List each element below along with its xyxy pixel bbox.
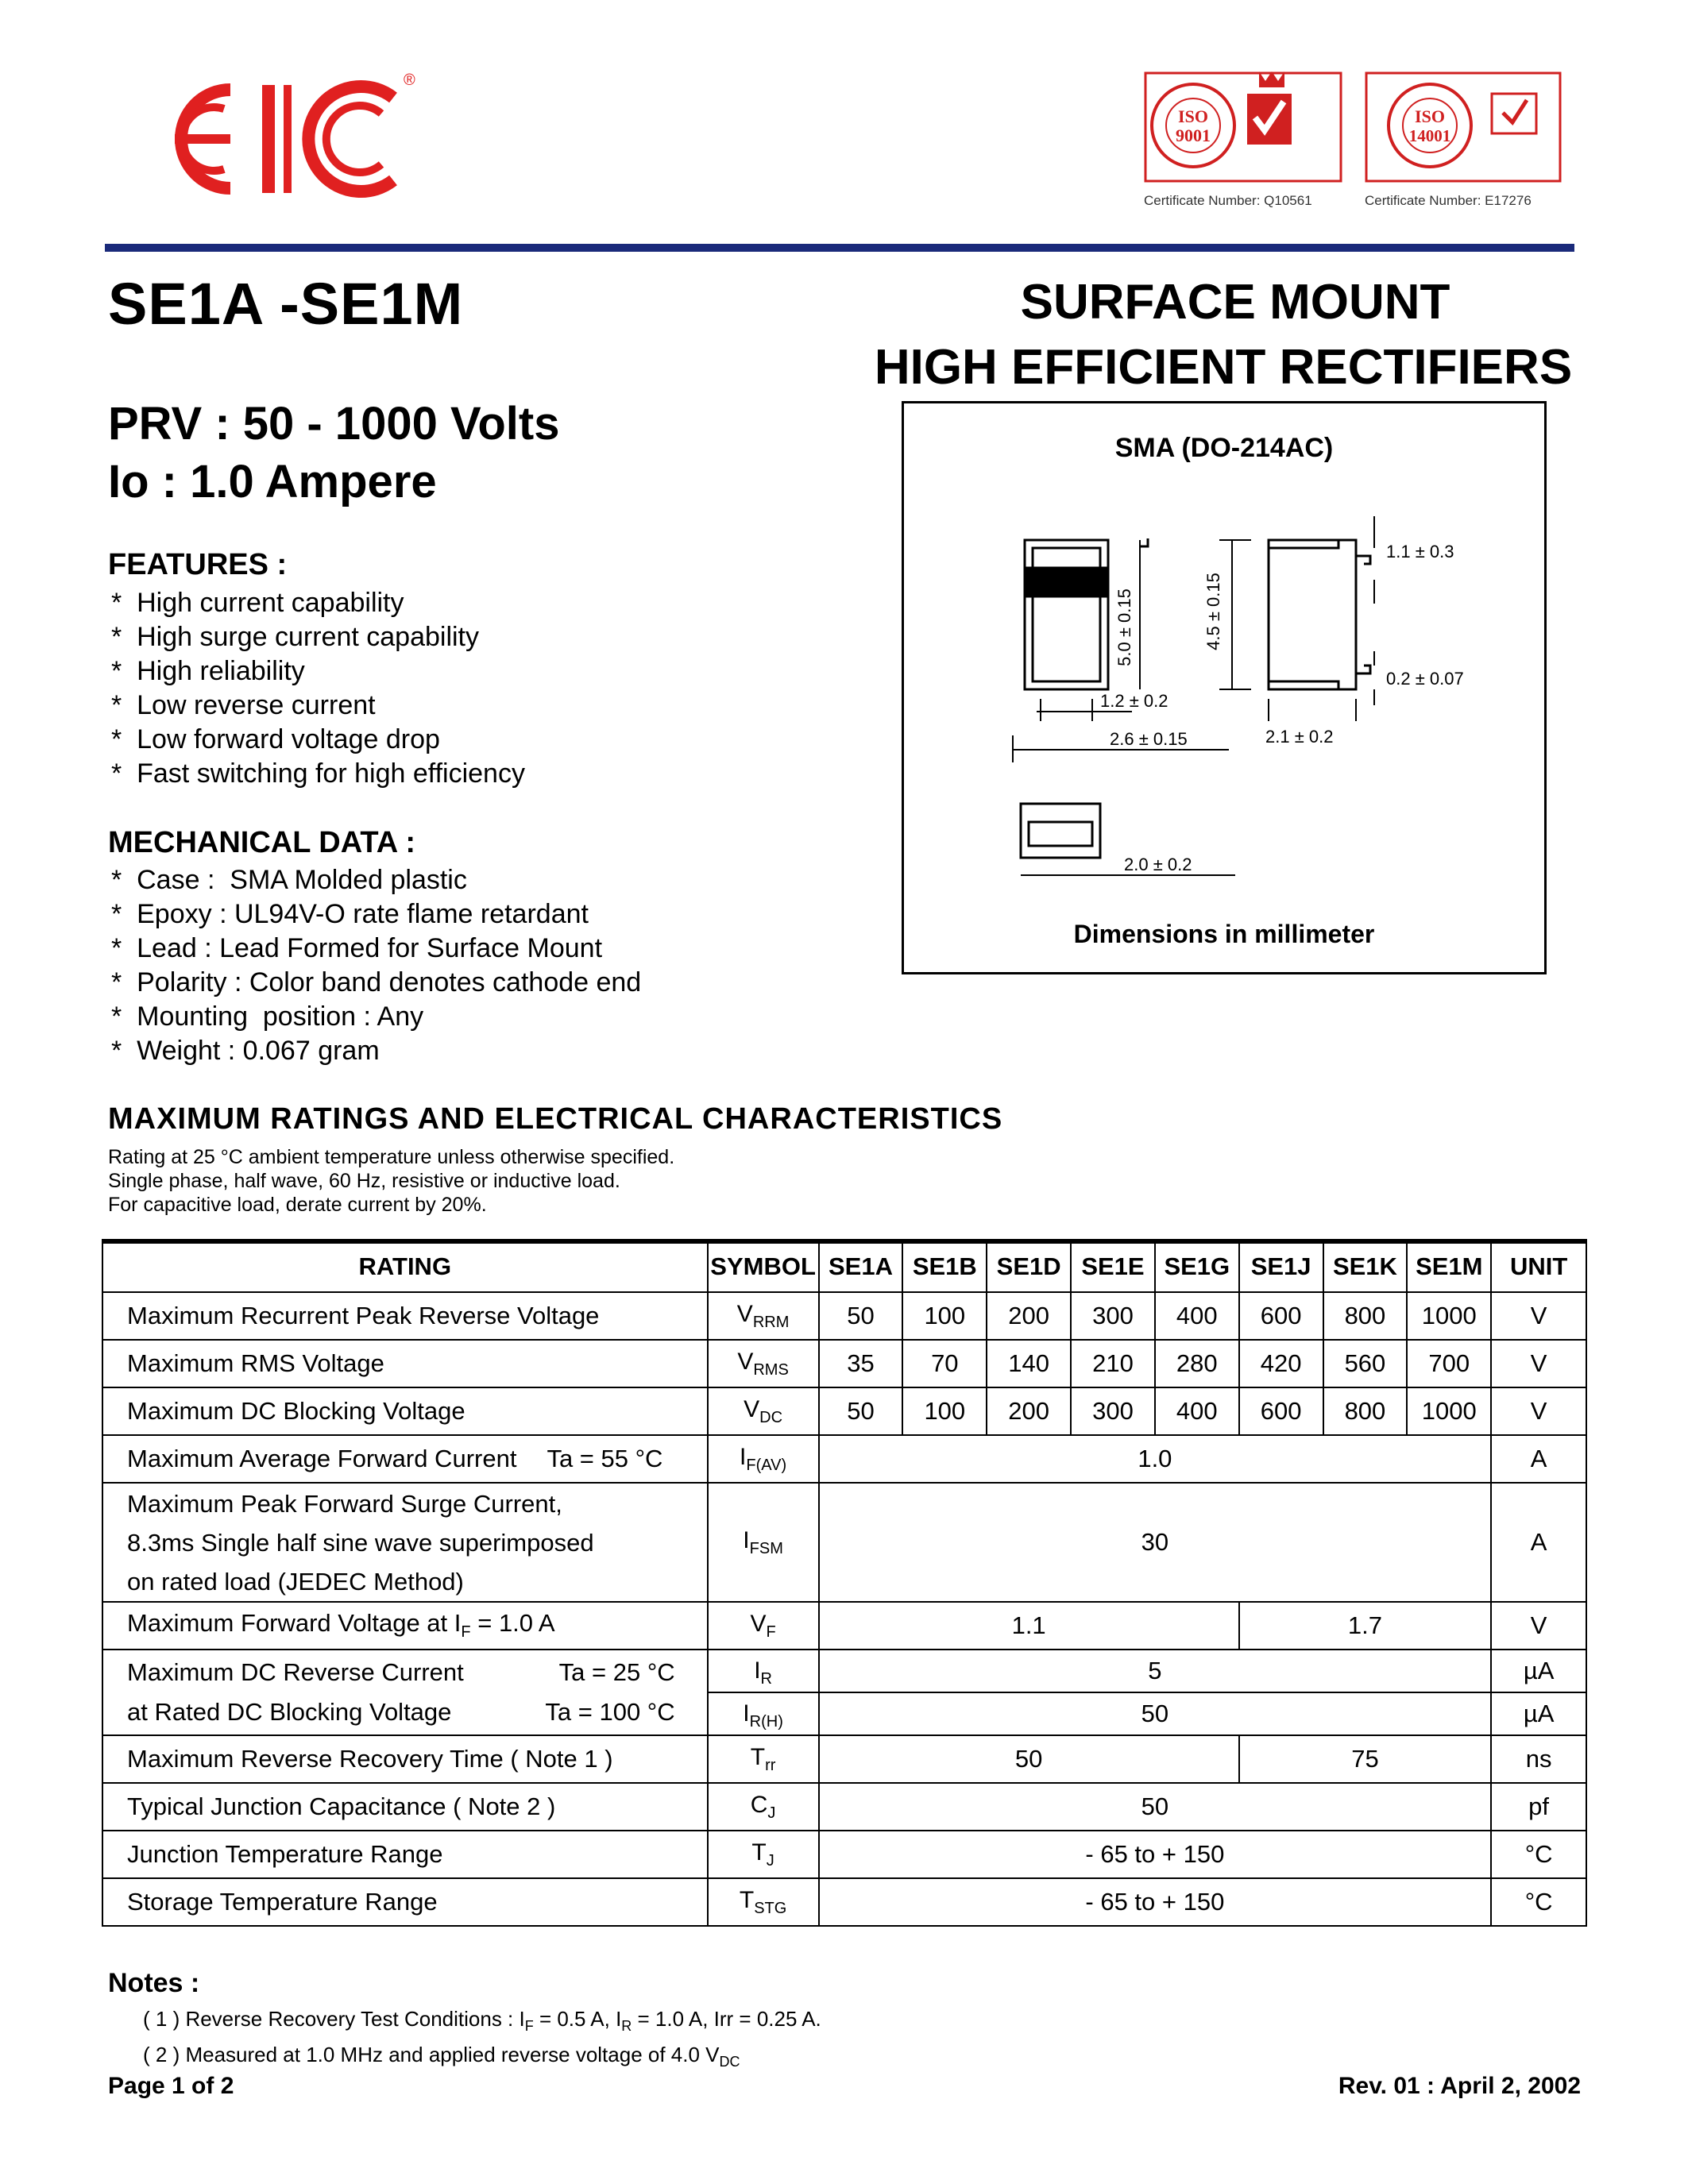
title-line-2: HIGH EFFICIENT RECTIFIERS (874, 340, 1573, 395)
mechanical-list (111, 863, 641, 1068)
dim-height-body: 5.0 ± 0.15 (1114, 588, 1134, 666)
value-cell: 50 (819, 1783, 1492, 1831)
row-symbol: $T_{STG}$ (708, 1878, 819, 1926)
svg-text:ISO: ISO (1415, 106, 1445, 126)
feature-item: * Low reverse current (111, 690, 376, 720)
unit-cell: µA µA (1491, 1650, 1586, 1735)
dim-lead-top: 1.1 ± 0.3 (1386, 542, 1454, 561)
value-cell: 560 (1323, 1340, 1408, 1387)
package-footer: Dimensions in millimeter (1073, 920, 1375, 948)
value-cell: 140 (987, 1340, 1071, 1387)
svg-text:ISO: ISO (1178, 106, 1208, 126)
mechanical-item: * Mounting position : Any (111, 1001, 424, 1032)
svg-text:9001: 9001 (1176, 125, 1211, 145)
header-cell: SE1G (1155, 1241, 1239, 1292)
row-symbol: $I_{F(AV)}$ (708, 1435, 819, 1483)
revision-date: Rev. 01 : April 2, 2002 (1338, 2073, 1581, 2099)
value-cell: 50 (819, 1292, 903, 1340)
mechanical-item: * Case : SMA Molded plastic (111, 865, 467, 895)
unit-cell: V (1491, 1602, 1586, 1650)
feature-item: * High surge current capability (111, 622, 480, 652)
row-symbol: $I_{FSM}$ (708, 1483, 819, 1602)
row-label: Maximum Reverse Recovery Time ( Note 1 ) (102, 1735, 708, 1783)
header-cell: SE1J (1239, 1241, 1323, 1292)
package-side-view (1269, 540, 1356, 689)
prv-rating: PRV : 50 - 1000 Volts (108, 398, 560, 450)
row-symbol: $T_{rr}$ (708, 1735, 819, 1783)
value-cell: 50 (819, 1387, 903, 1435)
value-cell: 50 (819, 1735, 1239, 1783)
value-cell: - 65 to + 150 (819, 1878, 1492, 1926)
ratings-table (102, 1241, 1587, 1927)
title-line-1: SURFACE MOUNT (1020, 275, 1450, 330)
value-cell: 600 (1239, 1387, 1323, 1435)
value-cell: 1000 (1407, 1292, 1491, 1340)
features-heading: FEATURES : (108, 548, 288, 581)
value-cell: 700 (1407, 1340, 1491, 1387)
certificate-number-e: Certificate Number: E17276 (1365, 193, 1532, 208)
mechanical-item: * Epoxy : UL94V-O rate flame retardant (111, 899, 589, 929)
condition-line: Single phase, half wave, 60 Hz, resistive or inductive load. (108, 1170, 620, 1192)
value-cell: 210 (1071, 1340, 1155, 1387)
package-dimension-drawing (902, 508, 1547, 905)
header-rule (105, 244, 1574, 252)
value-cell: 1.7 (1239, 1602, 1491, 1650)
unit-cell: V (1491, 1340, 1586, 1387)
row-symbol: $C_J$ (708, 1783, 819, 1831)
mechanical-item: * Lead : Lead Formed for Surface Mount (111, 933, 603, 963)
value-cell: 200 (987, 1387, 1071, 1435)
value-cell: 300 (1071, 1387, 1155, 1435)
row-symbol: $V_{DC}$ (708, 1387, 819, 1435)
value-cell: 1.1 (819, 1602, 1239, 1650)
header-cell: SE1B (902, 1241, 987, 1292)
header-cell: UNIT (1491, 1241, 1586, 1292)
table-row-ifav (102, 1435, 1586, 1483)
iso-14001-badge (1365, 64, 1562, 206)
value-cell: 800 (1323, 1292, 1408, 1340)
value-cell: 300 (1071, 1292, 1155, 1340)
value-cell: 400 (1155, 1292, 1239, 1340)
eic-logo (151, 68, 421, 210)
value-cell: 35 (819, 1340, 903, 1387)
unit-cell: A (1491, 1483, 1586, 1602)
table-row-ifsm (102, 1483, 1586, 1602)
value-cell: 800 (1323, 1387, 1408, 1435)
condition-line: Rating at 25 °C ambient temperature unless otherwise specified. (108, 1146, 675, 1168)
value-cell: 100 (902, 1387, 987, 1435)
row-label: Maximum Recurrent Peak Reverse Voltage (102, 1292, 708, 1340)
iso-9001-badge (1144, 64, 1342, 206)
io-rating: Io : 1.0 Ampere (108, 456, 437, 507)
package-title: SMA (DO-214AC) (1114, 433, 1334, 463)
value-cell: 400 (1155, 1387, 1239, 1435)
header-cell: SE1M (1407, 1241, 1491, 1292)
mechanical-heading: MECHANICAL DATA : (108, 826, 415, 859)
row-label: Typical Junction Capacitance ( Note 2 ) (102, 1783, 708, 1831)
table-top-rule (102, 1239, 1587, 1244)
table-row-vdc (102, 1387, 1586, 1435)
table-row-vrms (102, 1340, 1586, 1387)
feature-item: * High reliability (111, 656, 305, 686)
unit-cell: V (1491, 1292, 1586, 1340)
table-row-ir (102, 1650, 1586, 1735)
dim-band: 1.2 ± 0.2 (1100, 691, 1168, 711)
row-symbol: $T_J$ (708, 1831, 819, 1878)
value-cell: 5 50 (819, 1650, 1492, 1735)
ratings-heading: MAXIMUM RATINGS AND ELECTRICAL CHARACTERISTICS (108, 1102, 1003, 1136)
table-row-trr (102, 1735, 1586, 1783)
row-label: Maximum Peak Forward Surge Current, 8.3ms Single half sine wave superimposed on rated load (JEDEC Method) (102, 1483, 708, 1602)
dim-height-side: 4.5 ± 0.15 (1203, 573, 1223, 650)
header-cell: SE1A (819, 1241, 903, 1292)
value-cell: 420 (1239, 1340, 1323, 1387)
unit-cell: pf (1491, 1783, 1586, 1831)
table-row-vf (102, 1602, 1586, 1650)
row-symbol: $V_{RRM}$ (708, 1292, 819, 1340)
iso-9001-seal-icon (1144, 64, 1342, 183)
value-cell: 30 (819, 1483, 1492, 1602)
value-cell: 600 (1239, 1292, 1323, 1340)
row-label: Storage Temperature Range (102, 1878, 708, 1926)
row-symbol: $I_R$ $I_{R(H)}$ (708, 1650, 819, 1735)
row-symbol: $V_F$ (708, 1602, 819, 1650)
table-row-tstg (102, 1878, 1586, 1926)
note-1: ( 1 ) Reverse Recovery Test Conditions : $I_F = 0.5$ A, $I_R = 1.0$ A, Irr = 0.25 A. (143, 2007, 821, 2035)
rating-conditions (108, 1145, 674, 1217)
header-cell: SE1D (987, 1241, 1071, 1292)
unit-cell: V (1491, 1387, 1586, 1435)
table-header-row (102, 1241, 1586, 1292)
mechanical-item: * Polarity : Color band denotes cathode end (111, 967, 642, 997)
value-cell: 70 (902, 1340, 987, 1387)
note-2: ( 2 ) Measured at 1.0 MHz and applied reverse voltage of 4.0 $V_{DC}$ (143, 2043, 740, 2070)
certificate-number-q: Certificate Number: Q10561 (1144, 193, 1312, 208)
svg-text:14001: 14001 (1408, 126, 1451, 145)
iso-14001-seal-icon (1365, 64, 1562, 183)
table-row-tj (102, 1831, 1586, 1878)
header-cell: SYMBOL (708, 1241, 819, 1292)
unit-cell: °C (1491, 1831, 1586, 1878)
dim-side-width: 2.1 ± 0.2 (1265, 727, 1334, 747)
row-label: Maximum DC Blocking Voltage (102, 1387, 708, 1435)
table-row-vrrm (102, 1292, 1586, 1340)
dim-end-width: 2.0 ± 0.2 (1124, 855, 1192, 874)
row-label: Maximum RMS Voltage (102, 1340, 708, 1387)
unit-cell: A (1491, 1435, 1586, 1483)
value-cell: 280 (1155, 1340, 1239, 1387)
row-label: Maximum DC Reverse Current Ta = 25 °C at Rated DC Blocking Voltage Ta = 100 °C (102, 1650, 708, 1735)
mechanical-item: * Weight : 0.067 gram (111, 1036, 380, 1066)
part-number: SE1A -SE1M (108, 271, 464, 337)
value-cell: 1.0 (819, 1435, 1492, 1483)
package-top-view (1025, 540, 1108, 689)
row-label: Maximum Forward Voltage at $I_F = 1.0$ A (102, 1602, 708, 1650)
dim-width: 2.6 ± 0.15 (1110, 729, 1188, 749)
page-number: Page 1 of 2 (108, 2073, 234, 2099)
condition-line: For capacitive load, derate current by 20%. (108, 1194, 487, 1216)
svg-text:®: ® (404, 71, 415, 89)
value-cell: 200 (987, 1292, 1071, 1340)
row-label: Maximum Average Forward Current Ta = 55 °C (102, 1435, 708, 1483)
header-cell: SE1K (1323, 1241, 1408, 1292)
table-row-cj (102, 1783, 1586, 1831)
notes-heading: Notes : (108, 1968, 200, 1998)
unit-cell: °C (1491, 1878, 1586, 1926)
header-cell: RATING (102, 1241, 708, 1292)
row-label: Junction Temperature Range (102, 1831, 708, 1878)
unit-cell: ns (1491, 1735, 1586, 1783)
value-cell: - 65 to + 150 (819, 1831, 1492, 1878)
dim-lead-thick: 0.2 ± 0.07 (1386, 669, 1464, 689)
features-list (111, 586, 525, 791)
cathode-band (1025, 568, 1108, 596)
package-end-view (1021, 804, 1100, 858)
value-cell: 75 (1239, 1735, 1491, 1783)
feature-item: * Fast switching for high efficiency (111, 758, 525, 789)
value-cell: 1000 (1407, 1387, 1491, 1435)
header-cell: SE1E (1071, 1241, 1155, 1292)
feature-item: * High current capability (111, 588, 404, 618)
value-cell: 100 (902, 1292, 987, 1340)
feature-item: * Low forward voltage drop (111, 724, 440, 754)
row-symbol: $V_{RMS}$ (708, 1340, 819, 1387)
